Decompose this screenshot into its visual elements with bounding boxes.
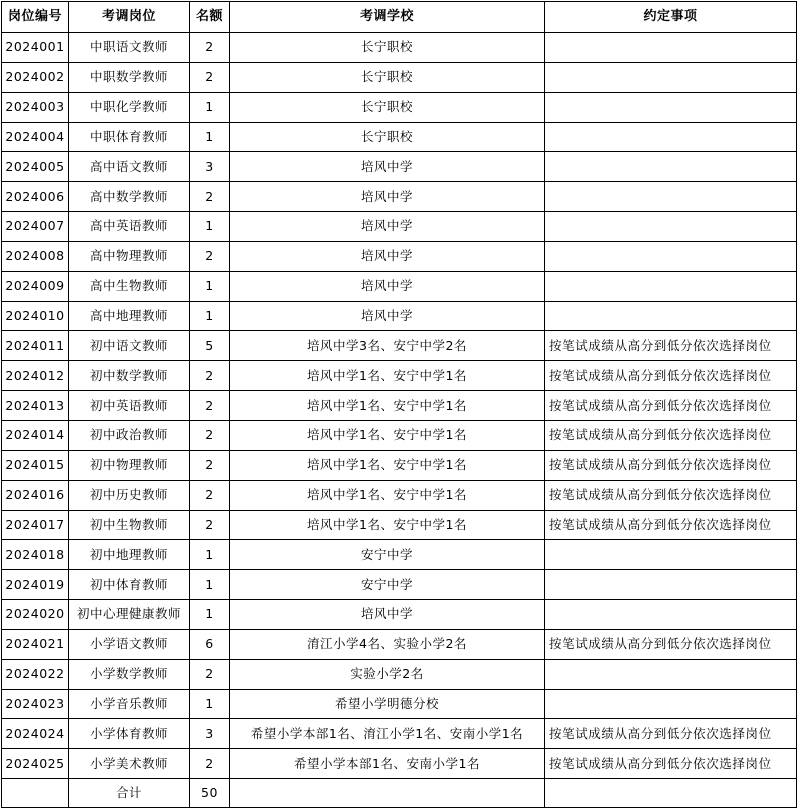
cell-school: 实验小学2名 <box>230 659 545 689</box>
total-note-cell <box>545 779 797 808</box>
cell-quota: 2 <box>190 241 230 271</box>
table-row <box>2 331 797 361</box>
cell-note: 按笔试成绩从高分到低分依次选择岗位 <box>545 629 797 659</box>
cell-school: 希望小学本部1名、淯江小学1名、安南小学1名 <box>230 719 545 749</box>
cell-school: 培风中学1名、安宁中学1名 <box>230 420 545 450</box>
cell-code: 2024013 <box>2 391 69 421</box>
cell-note: 按笔试成绩从高分到低分依次选择岗位 <box>545 420 797 450</box>
header-code: 岗位编号 <box>2 2 69 33</box>
table-row <box>2 212 797 242</box>
cell-quota: 2 <box>190 450 230 480</box>
cell-note: 按笔试成绩从高分到低分依次选择岗位 <box>545 331 797 361</box>
cell-code: 2024006 <box>2 182 69 212</box>
cell-quota: 1 <box>190 92 230 122</box>
cell-quota: 3 <box>190 719 230 749</box>
cell-position: 高中英语教师 <box>69 212 190 242</box>
cell-position: 中职化学教师 <box>69 92 190 122</box>
cell-note: 按笔试成绩从高分到低分依次选择岗位 <box>545 719 797 749</box>
cell-position: 初中语文教师 <box>69 331 190 361</box>
table-row <box>2 301 797 331</box>
cell-note <box>545 540 797 570</box>
cell-school: 培风中学1名、安宁中学1名 <box>230 361 545 391</box>
cell-code: 2024010 <box>2 301 69 331</box>
cell-code: 2024007 <box>2 212 69 242</box>
cell-note <box>545 152 797 182</box>
cell-quota: 1 <box>190 212 230 242</box>
cell-note <box>545 182 797 212</box>
cell-code: 2024012 <box>2 361 69 391</box>
cell-position: 初中物理教师 <box>69 450 190 480</box>
table-row <box>2 420 797 450</box>
cell-quota: 1 <box>190 301 230 331</box>
table-row <box>2 540 797 570</box>
cell-position: 初中心理健康教师 <box>69 600 190 630</box>
table-row <box>2 271 797 301</box>
cell-code: 2024008 <box>2 241 69 271</box>
cell-quota: 5 <box>190 331 230 361</box>
cell-quota: 1 <box>190 122 230 152</box>
cell-position: 高中数学教师 <box>69 182 190 212</box>
table-row <box>2 391 797 421</box>
cell-note: 按笔试成绩从高分到低分依次选择岗位 <box>545 510 797 540</box>
cell-quota: 1 <box>190 600 230 630</box>
cell-school: 长宁职校 <box>230 122 545 152</box>
cell-position: 小学音乐教师 <box>69 689 190 719</box>
cell-position: 中职数学教师 <box>69 62 190 92</box>
cell-quota: 2 <box>190 749 230 779</box>
header-school: 考调学校 <box>230 2 545 33</box>
cell-school: 培风中学1名、安宁中学1名 <box>230 391 545 421</box>
cell-quota: 2 <box>190 182 230 212</box>
cell-quota: 2 <box>190 510 230 540</box>
cell-note <box>545 62 797 92</box>
cell-school: 安宁中学 <box>230 540 545 570</box>
cell-quota: 6 <box>190 629 230 659</box>
table-row <box>2 122 797 152</box>
cell-quota: 1 <box>190 570 230 600</box>
total-school-cell <box>230 779 545 808</box>
cell-position: 初中体育教师 <box>69 570 190 600</box>
cell-quota: 2 <box>190 33 230 63</box>
header-note: 约定事项 <box>545 2 797 33</box>
cell-note <box>545 659 797 689</box>
total-quota: 50 <box>190 779 230 808</box>
cell-position: 初中生物教师 <box>69 510 190 540</box>
table-row <box>2 689 797 719</box>
cell-school: 培风中学 <box>230 600 545 630</box>
cell-school: 长宁职校 <box>230 33 545 63</box>
table-row <box>2 33 797 63</box>
cell-note <box>545 33 797 63</box>
cell-note <box>545 689 797 719</box>
header-quota: 名额 <box>190 2 230 33</box>
table-row <box>2 152 797 182</box>
cell-code: 2024019 <box>2 570 69 600</box>
table-row <box>2 510 797 540</box>
total-label: 合计 <box>69 779 190 808</box>
cell-quota: 2 <box>190 391 230 421</box>
cell-code: 2024021 <box>2 629 69 659</box>
cell-position: 高中物理教师 <box>69 241 190 271</box>
cell-school: 安宁中学 <box>230 570 545 600</box>
cell-quota: 1 <box>190 540 230 570</box>
cell-school: 培风中学 <box>230 271 545 301</box>
cell-code: 2024016 <box>2 480 69 510</box>
cell-note <box>545 92 797 122</box>
cell-note: 按笔试成绩从高分到低分依次选择岗位 <box>545 391 797 421</box>
cell-note <box>545 212 797 242</box>
cell-note <box>545 122 797 152</box>
cell-note <box>545 301 797 331</box>
cell-school: 培风中学1名、安宁中学1名 <box>230 480 545 510</box>
cell-note: 按笔试成绩从高分到低分依次选择岗位 <box>545 450 797 480</box>
table-row <box>2 480 797 510</box>
table-row <box>2 719 797 749</box>
table-row <box>2 182 797 212</box>
cell-school: 希望小学明德分校 <box>230 689 545 719</box>
cell-position: 初中地理教师 <box>69 540 190 570</box>
cell-position: 小学语文教师 <box>69 629 190 659</box>
cell-code: 2024020 <box>2 600 69 630</box>
cell-school: 培风中学 <box>230 152 545 182</box>
cell-code: 2024011 <box>2 331 69 361</box>
cell-position: 高中生物教师 <box>69 271 190 301</box>
cell-note <box>545 570 797 600</box>
cell-quota: 2 <box>190 361 230 391</box>
table-row <box>2 361 797 391</box>
cell-code: 2024001 <box>2 33 69 63</box>
cell-quota: 2 <box>190 62 230 92</box>
cell-quota: 2 <box>190 659 230 689</box>
total-row <box>2 779 797 808</box>
table-row <box>2 659 797 689</box>
cell-quota: 2 <box>190 420 230 450</box>
cell-quota: 3 <box>190 152 230 182</box>
cell-position: 高中语文教师 <box>69 152 190 182</box>
cell-note <box>545 271 797 301</box>
cell-school: 培风中学 <box>230 301 545 331</box>
cell-school: 希望小学本部1名、安南小学1名 <box>230 749 545 779</box>
cell-school: 培风中学 <box>230 182 545 212</box>
cell-position: 中职语文教师 <box>69 33 190 63</box>
cell-code: 2024017 <box>2 510 69 540</box>
cell-school: 培风中学3名、安宁中学2名 <box>230 331 545 361</box>
table-row <box>2 62 797 92</box>
cell-code: 2024015 <box>2 450 69 480</box>
cell-position: 中职体育教师 <box>69 122 190 152</box>
cell-code: 2024025 <box>2 749 69 779</box>
table-row <box>2 92 797 122</box>
positions-table <box>1 1 797 808</box>
cell-position: 小学体育教师 <box>69 719 190 749</box>
cell-code: 2024022 <box>2 659 69 689</box>
cell-position: 初中政治教师 <box>69 420 190 450</box>
cell-code: 2024004 <box>2 122 69 152</box>
cell-position: 初中英语教师 <box>69 391 190 421</box>
cell-note <box>545 600 797 630</box>
table-row <box>2 600 797 630</box>
cell-quota: 1 <box>190 271 230 301</box>
cell-school: 长宁职校 <box>230 92 545 122</box>
table-row <box>2 570 797 600</box>
cell-code: 2024005 <box>2 152 69 182</box>
table-header-row <box>2 2 797 33</box>
cell-quota: 2 <box>190 480 230 510</box>
table-row <box>2 629 797 659</box>
table-body <box>2 33 797 779</box>
cell-school: 培风中学1名、安宁中学1名 <box>230 450 545 480</box>
cell-note <box>545 241 797 271</box>
cell-school: 淯江小学4名、实验小学2名 <box>230 629 545 659</box>
cell-code: 2024024 <box>2 719 69 749</box>
cell-code: 2024023 <box>2 689 69 719</box>
cell-position: 高中地理教师 <box>69 301 190 331</box>
cell-quota: 1 <box>190 689 230 719</box>
total-code-cell <box>2 779 69 808</box>
table-row <box>2 241 797 271</box>
cell-position: 小学数学教师 <box>69 659 190 689</box>
cell-code: 2024003 <box>2 92 69 122</box>
cell-note: 按笔试成绩从高分到低分依次选择岗位 <box>545 361 797 391</box>
cell-code: 2024009 <box>2 271 69 301</box>
cell-note: 按笔试成绩从高分到低分依次选择岗位 <box>545 749 797 779</box>
cell-position: 小学美术教师 <box>69 749 190 779</box>
cell-school: 培风中学1名、安宁中学1名 <box>230 510 545 540</box>
cell-school: 培风中学 <box>230 212 545 242</box>
cell-code: 2024014 <box>2 420 69 450</box>
cell-code: 2024002 <box>2 62 69 92</box>
cell-position: 初中数学教师 <box>69 361 190 391</box>
table-row <box>2 450 797 480</box>
cell-school: 长宁职校 <box>230 62 545 92</box>
cell-position: 初中历史教师 <box>69 480 190 510</box>
header-position: 考调岗位 <box>69 2 190 33</box>
cell-school: 培风中学 <box>230 241 545 271</box>
table-row <box>2 749 797 779</box>
cell-note: 按笔试成绩从高分到低分依次选择岗位 <box>545 480 797 510</box>
cell-code: 2024018 <box>2 540 69 570</box>
